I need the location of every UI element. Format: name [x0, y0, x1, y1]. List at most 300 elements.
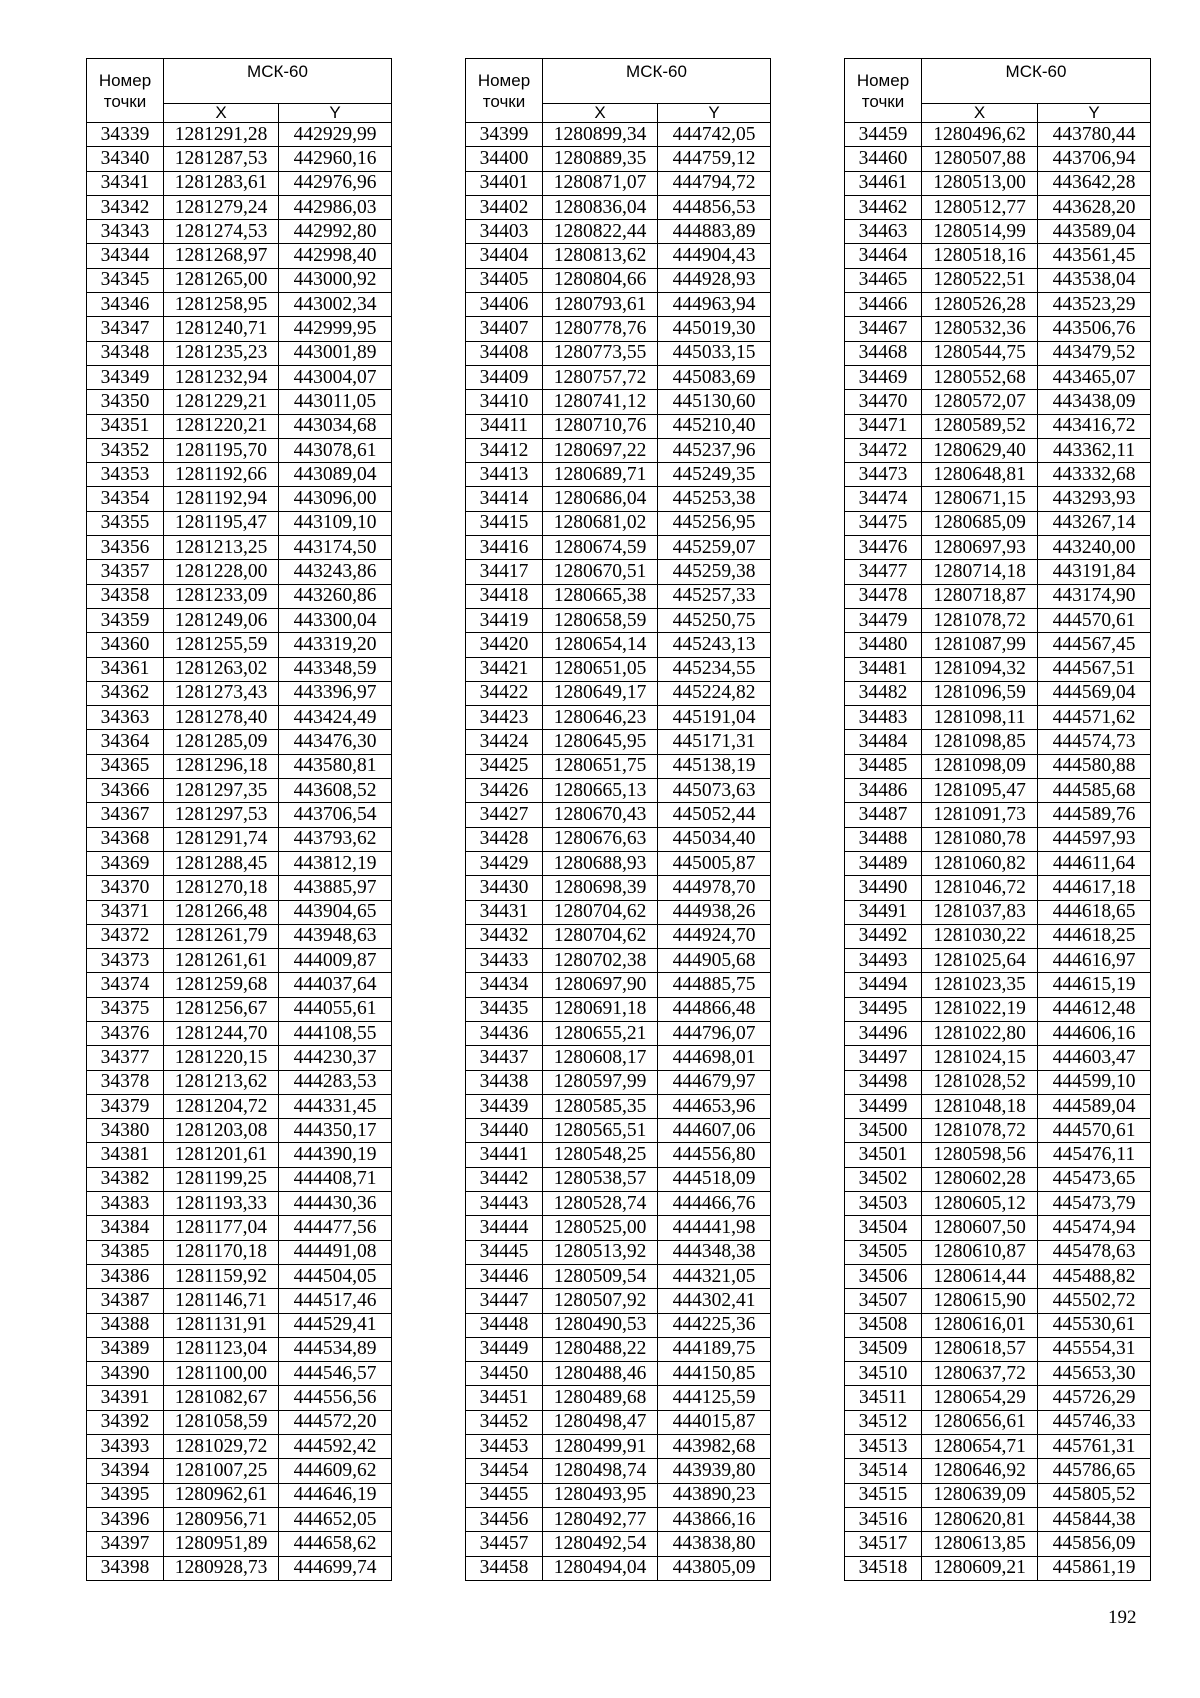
y-cell: 444698,01 [658, 1046, 771, 1070]
point-number-cell: 34464 [845, 244, 922, 268]
x-cell: 1281204,72 [164, 1094, 279, 1118]
point-number-cell: 34472 [845, 438, 922, 462]
table-row [845, 511, 1151, 535]
table-row [845, 1119, 1151, 1143]
x-cell: 1280962,61 [164, 1483, 279, 1507]
y-cell: 442976,96 [279, 171, 392, 195]
y-cell: 443608,52 [279, 779, 392, 803]
table-row [87, 195, 392, 219]
point-number-cell: 34475 [845, 511, 922, 535]
x-cell: 1281096,59 [922, 681, 1038, 705]
y-cell: 444009,87 [279, 949, 392, 973]
point-number-cell: 34420 [466, 633, 543, 657]
x-cell: 1281296,18 [164, 754, 279, 778]
y-cell: 445259,07 [658, 536, 771, 560]
x-cell: 1280615,90 [922, 1289, 1038, 1313]
point-number-cell: 34370 [87, 876, 164, 900]
x-cell: 1281195,47 [164, 511, 279, 535]
x-cell: 1281028,52 [922, 1070, 1038, 1094]
y-cell: 443424,49 [279, 706, 392, 730]
y-cell: 443706,94 [1038, 147, 1151, 171]
point-number-cell: 34467 [845, 317, 922, 341]
table-row [845, 414, 1151, 438]
x-cell: 1281297,53 [164, 803, 279, 827]
x-cell: 1280646,92 [922, 1459, 1038, 1483]
point-number-cell: 34437 [466, 1046, 543, 1070]
table-row [87, 487, 392, 511]
table-row [87, 1167, 392, 1191]
y-cell: 445257,33 [658, 584, 771, 608]
x-cell: 1280488,46 [543, 1362, 658, 1386]
x-cell: 1281193,33 [164, 1192, 279, 1216]
x-cell: 1280518,16 [922, 244, 1038, 268]
point-number-cell: 34347 [87, 317, 164, 341]
x-cell: 1280773,55 [543, 341, 658, 365]
point-number-cell: 34399 [466, 123, 543, 147]
y-cell: 445805,52 [1038, 1483, 1151, 1507]
table-row [466, 317, 771, 341]
x-cell: 1280490,53 [543, 1313, 658, 1337]
x-cell: 1281094,32 [922, 657, 1038, 681]
table-row [845, 244, 1151, 268]
x-cell: 1281098,09 [922, 754, 1038, 778]
point-number-cell: 34401 [466, 171, 543, 195]
table-row [87, 244, 392, 268]
point-number-cell: 34409 [466, 365, 543, 389]
y-cell: 444609,62 [279, 1459, 392, 1483]
x-cell: 1281098,85 [922, 730, 1038, 754]
point-number-cell: 34359 [87, 608, 164, 632]
y-cell: 443001,89 [279, 341, 392, 365]
point-number-cell: 34427 [466, 803, 543, 827]
y-cell: 444599,10 [1038, 1070, 1151, 1094]
y-cell: 444571,62 [1038, 706, 1151, 730]
y-cell: 445473,79 [1038, 1192, 1151, 1216]
table-row [87, 1507, 392, 1531]
y-cell: 443642,28 [1038, 171, 1151, 195]
table-row [845, 341, 1151, 365]
table-row [466, 876, 771, 900]
table-row [466, 1410, 771, 1434]
table-row [845, 1289, 1151, 1313]
point-number-cell: 34341 [87, 171, 164, 195]
table-row [466, 1192, 771, 1216]
point-number-cell: 34417 [466, 560, 543, 584]
x-cell: 1281091,73 [922, 803, 1038, 827]
table-row [87, 657, 392, 681]
y-cell: 444612,48 [1038, 997, 1151, 1021]
point-number-cell: 34392 [87, 1410, 164, 1434]
coordinates-table-2 [465, 58, 771, 1581]
table-row [466, 1070, 771, 1094]
table-row [845, 1167, 1151, 1191]
y-cell: 445861,19 [1038, 1556, 1151, 1580]
point-number-cell: 34480 [845, 633, 922, 657]
table-row [87, 584, 392, 608]
point-number-cell: 34368 [87, 827, 164, 851]
x-cell: 1280665,13 [543, 779, 658, 803]
point-number-cell: 34396 [87, 1507, 164, 1531]
x-cell: 1280697,90 [543, 973, 658, 997]
table-row [845, 1362, 1151, 1386]
table-row [466, 1483, 771, 1507]
table-row [87, 1240, 392, 1264]
table-row [845, 657, 1151, 681]
x-cell: 1281195,70 [164, 438, 279, 462]
y-cell: 442960,16 [279, 147, 392, 171]
y-cell: 443396,97 [279, 681, 392, 705]
x-cell: 1280620,81 [922, 1507, 1038, 1531]
point-number-cell: 34431 [466, 900, 543, 924]
table-row [845, 1507, 1151, 1531]
point-number-cell: 34357 [87, 560, 164, 584]
y-cell: 444597,93 [1038, 827, 1151, 851]
y-cell: 445726,29 [1038, 1386, 1151, 1410]
y-cell: 443793,62 [279, 827, 392, 851]
point-number-cell: 34342 [87, 195, 164, 219]
y-cell: 443109,10 [279, 511, 392, 535]
point-number-cell: 34484 [845, 730, 922, 754]
table-row [845, 1021, 1151, 1045]
y-cell: 443838,80 [658, 1532, 771, 1556]
x-cell: 1281023,35 [922, 973, 1038, 997]
y-cell: 445502,72 [1038, 1289, 1151, 1313]
table-row [845, 1094, 1151, 1118]
y-cell: 444015,87 [658, 1410, 771, 1434]
y-cell: 443348,59 [279, 657, 392, 681]
y-cell: 444589,04 [1038, 1094, 1151, 1118]
x-cell: 1280899,34 [543, 123, 658, 147]
x-cell: 1280616,01 [922, 1313, 1038, 1337]
point-number-cell: 34375 [87, 997, 164, 1021]
x-cell: 1280778,76 [543, 317, 658, 341]
coordinate-system-header: МСК-60 [543, 59, 771, 104]
point-number-cell: 34436 [466, 1021, 543, 1045]
point-number-cell: 34518 [845, 1556, 922, 1580]
x-cell: 1281233,09 [164, 584, 279, 608]
point-number-cell: 34493 [845, 949, 922, 973]
x-cell: 1281270,18 [164, 876, 279, 900]
x-cell: 1280513,92 [543, 1240, 658, 1264]
point-number-cell: 34487 [845, 803, 922, 827]
x-cell: 1280676,63 [543, 827, 658, 851]
x-cell: 1281080,78 [922, 827, 1038, 851]
point-number-cell: 34397 [87, 1532, 164, 1556]
table-row [466, 1337, 771, 1361]
table-row [845, 1556, 1151, 1580]
point-number-cell: 34478 [845, 584, 922, 608]
x-cell: 1280670,43 [543, 803, 658, 827]
table-row [466, 754, 771, 778]
table-row [845, 1216, 1151, 1240]
x-cell: 1280697,22 [543, 438, 658, 462]
point-number-cell: 34407 [466, 317, 543, 341]
table-row [87, 1410, 392, 1434]
point-number-cell: 34349 [87, 365, 164, 389]
y-cell: 445476,11 [1038, 1143, 1151, 1167]
table-row [845, 171, 1151, 195]
y-cell: 445210,40 [658, 414, 771, 438]
point-number-cell: 34469 [845, 365, 922, 389]
point-number-header: Номер точки [845, 59, 922, 123]
table-row [87, 1264, 392, 1288]
point-number-cell: 34389 [87, 1337, 164, 1361]
x-column-header: X [543, 104, 658, 123]
point-number-cell: 34351 [87, 414, 164, 438]
page-number: 192 [1108, 1607, 1137, 1628]
table-row [466, 560, 771, 584]
point-number-cell: 34492 [845, 924, 922, 948]
x-cell: 1280496,62 [922, 123, 1038, 147]
x-cell: 1280670,51 [543, 560, 658, 584]
table-row [845, 1264, 1151, 1288]
y-cell: 444556,80 [658, 1143, 771, 1167]
x-cell: 1280618,57 [922, 1337, 1038, 1361]
table-row [845, 973, 1151, 997]
x-cell: 1280645,95 [543, 730, 658, 754]
x-cell: 1280655,21 [543, 1021, 658, 1045]
table-row [87, 268, 392, 292]
y-cell: 444150,85 [658, 1362, 771, 1386]
x-cell: 1280489,68 [543, 1386, 658, 1410]
point-number-cell: 34505 [845, 1240, 922, 1264]
table-row [87, 1435, 392, 1459]
table-row [87, 827, 392, 851]
table-row [87, 220, 392, 244]
coordinates-table-3 [844, 58, 1151, 1581]
table-row [87, 1094, 392, 1118]
table-row [87, 779, 392, 803]
table-row [466, 1240, 771, 1264]
table-row [87, 681, 392, 705]
y-cell: 443300,04 [279, 608, 392, 632]
x-cell: 1280651,75 [543, 754, 658, 778]
y-cell: 444924,70 [658, 924, 771, 948]
point-number-cell: 34362 [87, 681, 164, 705]
table-row [845, 463, 1151, 487]
y-cell: 444350,17 [279, 1119, 392, 1143]
point-number-cell: 34463 [845, 220, 922, 244]
y-cell: 443561,45 [1038, 244, 1151, 268]
point-number-cell: 34477 [845, 560, 922, 584]
y-cell: 444534,89 [279, 1337, 392, 1361]
point-number-cell: 34361 [87, 657, 164, 681]
x-column-header: X [164, 104, 279, 123]
point-number-cell: 34516 [845, 1507, 922, 1531]
point-number-cell: 34423 [466, 706, 543, 730]
x-cell: 1280629,40 [922, 438, 1038, 462]
table-row [466, 730, 771, 754]
table-row [87, 1021, 392, 1045]
point-number-cell: 34457 [466, 1532, 543, 1556]
x-cell: 1280691,18 [543, 997, 658, 1021]
y-cell: 444606,16 [1038, 1021, 1151, 1045]
x-cell: 1281258,95 [164, 293, 279, 317]
point-number-cell: 34353 [87, 463, 164, 487]
point-number-cell: 34443 [466, 1192, 543, 1216]
table-row [845, 1337, 1151, 1361]
x-cell: 1281159,92 [164, 1264, 279, 1288]
point-number-cell: 34513 [845, 1435, 922, 1459]
x-cell: 1280674,59 [543, 536, 658, 560]
point-number-cell: 34346 [87, 293, 164, 317]
y-cell: 445083,69 [658, 365, 771, 389]
table-row [466, 1362, 771, 1386]
point-number-cell: 34426 [466, 779, 543, 803]
table-row [845, 851, 1151, 875]
y-cell: 444618,65 [1038, 900, 1151, 924]
y-cell: 445474,94 [1038, 1216, 1151, 1240]
table-row [87, 293, 392, 317]
point-number-cell: 34502 [845, 1167, 922, 1191]
x-cell: 1281146,71 [164, 1289, 279, 1313]
y-cell: 443885,97 [279, 876, 392, 900]
point-number-cell: 34387 [87, 1289, 164, 1313]
x-cell: 1280689,71 [543, 463, 658, 487]
point-number-cell: 34461 [845, 171, 922, 195]
x-cell: 1280956,71 [164, 1507, 279, 1531]
table-row [466, 997, 771, 1021]
table-row [87, 949, 392, 973]
y-cell: 444679,97 [658, 1070, 771, 1094]
table-row [87, 706, 392, 730]
table-row [466, 1119, 771, 1143]
point-number-cell: 34422 [466, 681, 543, 705]
y-cell: 444963,94 [658, 293, 771, 317]
table-row [845, 268, 1151, 292]
y-cell: 444441,98 [658, 1216, 771, 1240]
x-cell: 1280793,61 [543, 293, 658, 317]
table-row [845, 560, 1151, 584]
table-row [466, 1532, 771, 1556]
table-row [845, 317, 1151, 341]
x-cell: 1280648,81 [922, 463, 1038, 487]
x-cell: 1281048,18 [922, 1094, 1038, 1118]
point-number-cell: 34491 [845, 900, 922, 924]
table-row [87, 1362, 392, 1386]
x-cell: 1280665,38 [543, 584, 658, 608]
table-row [845, 1459, 1151, 1483]
point-number-cell: 34379 [87, 1094, 164, 1118]
y-cell: 444856,53 [658, 195, 771, 219]
table-row [845, 1240, 1151, 1264]
x-cell: 1280499,91 [543, 1435, 658, 1459]
point-number-cell: 34381 [87, 1143, 164, 1167]
table-row [845, 730, 1151, 754]
point-number-cell: 34352 [87, 438, 164, 462]
x-cell: 1281100,00 [164, 1362, 279, 1386]
x-cell: 1280526,28 [922, 293, 1038, 317]
table-row [466, 195, 771, 219]
table-row [845, 438, 1151, 462]
y-cell: 444230,37 [279, 1046, 392, 1070]
y-cell: 443034,68 [279, 414, 392, 438]
point-number-cell: 34343 [87, 220, 164, 244]
point-number-cell: 34383 [87, 1192, 164, 1216]
point-number-cell: 34468 [845, 341, 922, 365]
point-number-cell: 34441 [466, 1143, 543, 1167]
table-row [845, 1070, 1151, 1094]
coordinate-system-header: МСК-60 [922, 59, 1151, 104]
y-cell: 443260,86 [279, 584, 392, 608]
point-number-cell: 34495 [845, 997, 922, 1021]
x-cell: 1280608,17 [543, 1046, 658, 1070]
y-cell: 443416,72 [1038, 414, 1151, 438]
y-cell: 444569,04 [1038, 681, 1151, 705]
x-cell: 1280528,74 [543, 1192, 658, 1216]
table-row [845, 536, 1151, 560]
x-cell: 1281201,61 [164, 1143, 279, 1167]
y-cell: 444742,05 [658, 123, 771, 147]
x-cell: 1281285,09 [164, 730, 279, 754]
table-row [845, 900, 1151, 924]
x-cell: 1281029,72 [164, 1435, 279, 1459]
table-row [845, 924, 1151, 948]
x-cell: 1280686,04 [543, 487, 658, 511]
table-row [845, 706, 1151, 730]
x-cell: 1281058,59 [164, 1410, 279, 1434]
table-row [466, 779, 771, 803]
table-row [845, 123, 1151, 147]
x-cell: 1281220,21 [164, 414, 279, 438]
y-cell: 445530,61 [1038, 1313, 1151, 1337]
y-cell: 444866,48 [658, 997, 771, 1021]
point-number-cell: 34428 [466, 827, 543, 851]
table-row [87, 1070, 392, 1094]
table-row [466, 1094, 771, 1118]
point-number-cell: 34445 [466, 1240, 543, 1264]
table-row [87, 365, 392, 389]
y-cell: 444430,36 [279, 1192, 392, 1216]
x-cell: 1280639,09 [922, 1483, 1038, 1507]
table-row [845, 1410, 1151, 1434]
point-number-cell: 34384 [87, 1216, 164, 1240]
table-row [87, 1386, 392, 1410]
point-number-cell: 34510 [845, 1362, 922, 1386]
point-number-cell: 34517 [845, 1532, 922, 1556]
point-number-cell: 34404 [466, 244, 543, 268]
point-number-cell: 34345 [87, 268, 164, 292]
x-cell: 1280613,85 [922, 1532, 1038, 1556]
table-row [466, 949, 771, 973]
x-cell: 1280951,89 [164, 1532, 279, 1556]
x-cell: 1281249,06 [164, 608, 279, 632]
x-cell: 1281087,99 [922, 633, 1038, 657]
x-column-header: X [922, 104, 1038, 123]
y-cell: 444572,20 [279, 1410, 392, 1434]
x-cell: 1281263,02 [164, 657, 279, 681]
point-number-cell: 34496 [845, 1021, 922, 1045]
point-number-cell: 34498 [845, 1070, 922, 1094]
x-cell: 1280512,77 [922, 195, 1038, 219]
y-cell: 443243,86 [279, 560, 392, 584]
y-cell: 444883,89 [658, 220, 771, 244]
x-cell: 1281261,79 [164, 924, 279, 948]
x-cell: 1281025,64 [922, 949, 1038, 973]
x-cell: 1280804,66 [543, 268, 658, 292]
y-cell: 443089,04 [279, 463, 392, 487]
table-row [845, 949, 1151, 973]
table-row [466, 365, 771, 389]
y-cell: 445138,19 [658, 754, 771, 778]
table-row [87, 1192, 392, 1216]
table-row [87, 147, 392, 171]
x-cell: 1280649,17 [543, 681, 658, 705]
x-cell: 1280498,74 [543, 1459, 658, 1483]
y-column-header: Y [658, 104, 771, 123]
table-row [466, 390, 771, 414]
y-cell: 443000,92 [279, 268, 392, 292]
